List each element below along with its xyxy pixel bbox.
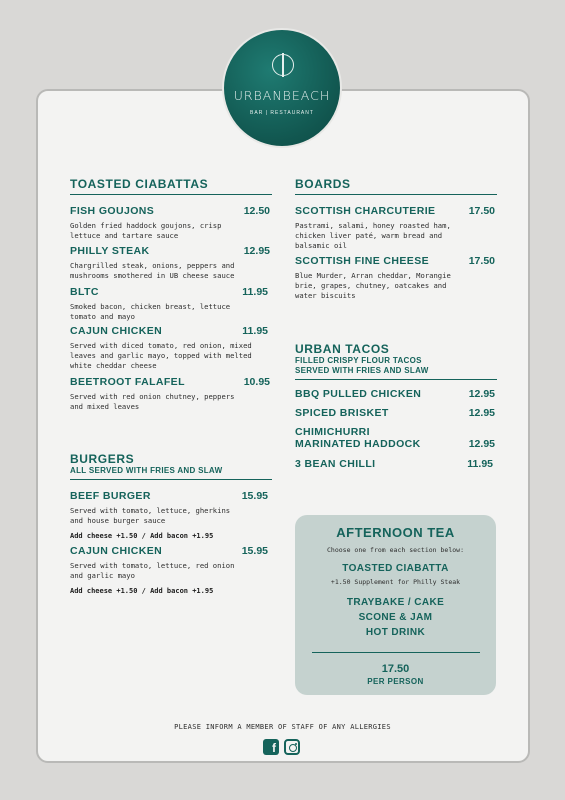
item-description: Served with red onion chutney, peppers and mixed leaves (70, 392, 235, 411)
item-description: Chargrilled steak, onions, peppers and mushrooms smothered in UB cheese sauce (70, 261, 235, 280)
item-price: 12.95 (243, 245, 270, 257)
item-name: FISH GOUJONS (70, 205, 155, 217)
item-price: 12.50 (243, 205, 270, 217)
tacos-section-header (295, 342, 497, 380)
tea-option: HOT DRINK (365, 627, 426, 638)
item-addons: Add cheese +1.50 / Add bacon +1.95 (70, 587, 214, 595)
item-name: CHIMICHURRI (295, 426, 370, 438)
section-subtitle: ALL SERVED WITH FRIES AND SLAW (70, 466, 223, 475)
menu-item (295, 388, 495, 400)
item-price: 12.95 (468, 388, 495, 400)
item-description: Smoked bacon, chicken breast, lettuce tomato and mayo (70, 302, 231, 321)
item-price: 12.95 (468, 407, 495, 419)
item-name: CAJUN CHICKEN (70, 545, 163, 557)
menu-item (70, 325, 270, 371)
tea-option-title: TOASTED CIABATTA (342, 563, 449, 574)
item-name: PHILLY STEAK (70, 245, 150, 257)
section-subtitle: SERVED WITH FRIES AND SLAW (295, 366, 429, 375)
item-name: BBQ PULLED CHICKEN (295, 388, 422, 400)
item-price: 11.95 (242, 325, 268, 337)
item-description: Blue Murder, Arran cheddar, Morangie brie, grapes, chutney, oatcakes and water biscuits (295, 271, 451, 300)
item-price: 15.95 (241, 545, 268, 557)
brand-logo (222, 28, 342, 148)
menu-item (295, 205, 495, 251)
item-price: 12.95 (468, 438, 495, 450)
section-title: URBAN TACOS (295, 342, 390, 356)
item-name: BEEF BURGER (70, 490, 151, 502)
item-price: 17.50 (468, 205, 495, 217)
tea-per-person: PER PERSON (367, 677, 424, 687)
tea-option: SCONE & JAM (358, 612, 433, 623)
section-subtitle: FILLED CRISPY FLOUR TACOS (295, 356, 422, 365)
menu-item (70, 245, 270, 281)
toasted-section-header (70, 177, 272, 195)
item-description: Served with diced tomato, red onion, mixed leaves and garlic mayo, topped with melted white cheddar cheese (70, 341, 252, 370)
item-name-line-2: MARINATED HADDOCK (295, 438, 421, 450)
item-name: SPICED BRISKET (295, 407, 389, 419)
item-description: Served with tomato, lettuce, red onion and garlic mayo (70, 561, 235, 580)
menu-item (70, 376, 270, 412)
section-title: BOARDS (295, 177, 351, 191)
burgers-section-header (70, 452, 272, 480)
item-name: BLTC (70, 286, 99, 298)
item-name: 3 BEAN CHILLI (295, 458, 376, 470)
item-description: Served with tomato, lettuce, gherkins and house burger sauce (70, 506, 231, 525)
tea-option: TRAYBAKE / CAKE (346, 597, 445, 608)
menu-item (70, 205, 270, 241)
menu-item (70, 545, 270, 595)
tea-options (295, 595, 496, 640)
afternoon-tea-box (295, 515, 496, 695)
item-price: 17.50 (468, 255, 495, 267)
allergy-note: PLEASE INFORM A MEMBER OF STAFF OF ANY ALLERGIES (174, 723, 391, 731)
brand-name: URBANBEACH (233, 88, 331, 103)
menu-item (70, 286, 270, 322)
brand-tagline: BAR | RESTAURANT (250, 110, 314, 116)
item-name: SCOTTISH FINE CHEESE (295, 255, 430, 267)
section-title: TOASTED CIABATTAS (70, 177, 209, 191)
item-description: Golden fried haddock goujons, crisp lettuce and tartare sauce (70, 221, 222, 240)
menu-item (70, 490, 270, 540)
item-price: 10.95 (243, 376, 270, 388)
section-title: BURGERS (70, 452, 135, 466)
menu-item (295, 426, 495, 450)
item-name: BEETROOT FALAFEL (70, 376, 185, 388)
section-divider (295, 379, 497, 380)
facebook-icon[interactable]: f (263, 739, 279, 755)
item-name: SCOTTISH CHARCUTERIE (295, 205, 436, 217)
section-divider (70, 479, 272, 480)
menu-item (295, 255, 495, 301)
menu-item (295, 458, 495, 470)
item-price: 11.95 (242, 286, 268, 298)
instagram-icon[interactable] (284, 739, 300, 755)
tea-price: 17.50 (381, 663, 410, 676)
item-price: 15.95 (241, 490, 268, 502)
item-name: CAJUN CHICKEN (70, 325, 163, 337)
tea-title: AFTERNOON TEA (336, 525, 455, 540)
item-addons: Add cheese +1.50 / Add bacon +1.95 (70, 532, 214, 540)
menu-item (295, 407, 495, 419)
tea-supplement: +1.50 Supplement for Philly Steak (330, 578, 461, 586)
boards-section-header (295, 177, 497, 195)
logo-mark-icon (272, 54, 294, 76)
item-description: Pastrami, salami, honey roasted ham, chicken liver paté, warm bread and balsamic oil (295, 221, 451, 250)
section-divider (295, 194, 497, 195)
section-divider (70, 194, 272, 195)
tea-divider (312, 652, 480, 653)
tea-instruction: Choose one from each section below: (327, 546, 464, 554)
item-price: 11.95 (467, 458, 493, 470)
